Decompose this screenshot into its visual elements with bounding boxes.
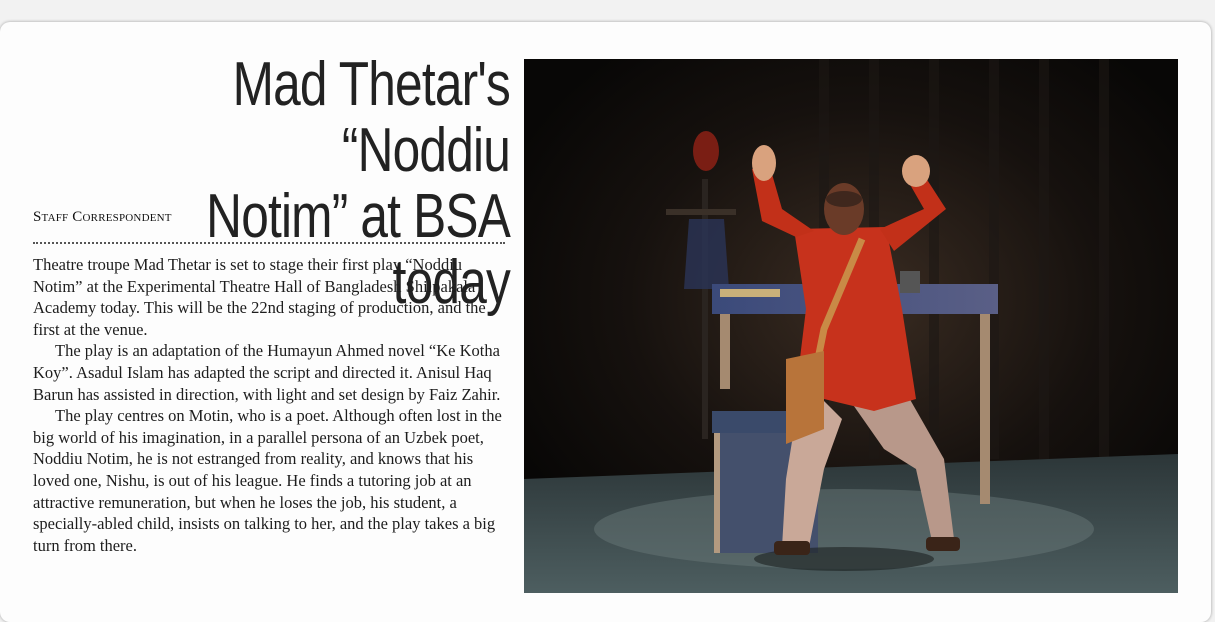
headline-line-1: Mad Thetar's “Noddiu bbox=[232, 50, 510, 185]
stage-photo bbox=[524, 59, 1178, 593]
paragraph-1: Theatre troupe Mad Thetar is set to stage their first play “Noddiu Notim” at the Experimental Theatre Hall of Bangladesh Shilpakala Academy today. This will be the 22nd staging of production, and the first at the venue. bbox=[33, 255, 486, 339]
paragraph-3: The play centres on Motin, who is a poet. Although often lost in the big world of his imagination, in a parallel persona of an Uzbek poet, Noddiu Notim, he is not estranged from reality, and knows that his loved one, Nishu, is out of his league. He finds a tutoring job at an attractive remuneration, but when he loses the job, his student, a specially-abled child, insists on talking to her, and the play takes a big turn from there. bbox=[33, 406, 502, 555]
stage-photo-illustration bbox=[524, 59, 1178, 593]
paragraph-2: The play is an adaptation of the Humayun Ahmed novel “Ke Kotha Koy”. Asadul Islam has adapted the script and directed it. Anisul Haq Barun has assisted in direction, with light and set design by Faiz Zahir. bbox=[33, 341, 501, 404]
article-card bbox=[0, 22, 1211, 622]
headline-line-2: Notim” at BSA today bbox=[206, 182, 511, 317]
byline: Staff Correspondent bbox=[33, 209, 172, 225]
dotted-divider bbox=[33, 242, 505, 244]
article-body bbox=[33, 254, 505, 556]
